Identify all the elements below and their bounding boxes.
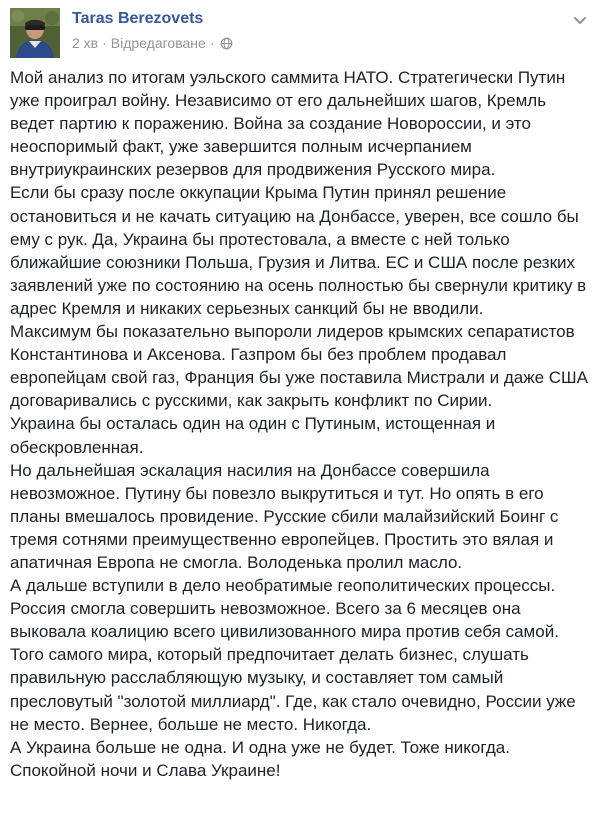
post-meta (72, 35, 233, 51)
post-text (10, 66, 594, 782)
post-paragraph: Мой анализ по итогам уэльского саммита НАТО. Стратегически Путин уже проиграл войну. Независимо от его дальнейших шагов, Кремль ведет партию к поражению. Война за создание Новороссии, и это неоспоримый факт, уже завершится полным исчерпанием внутриукраинских резервов для продвижения Русского мира. (10, 68, 566, 180)
post-paragraph: А Украина больше не одна. И одна уже не будет. Тоже никогда. (10, 737, 510, 757)
post-paragraph: Украина бы осталась один на один с Путиным, истощенная и обескровленная. (10, 414, 496, 457)
chevron-down-icon[interactable] (572, 12, 588, 28)
post-paragraph: Но дальнейшая эскалация насилия на Донбассе совершила невозможное. Путину бы повезло выкрутиться и тут. Но опять в его планы вмешалось провидение. Русские сбили малайзийский Боинг с тремя сотнями преимущественно европейцев. Простить это вялая и апатичная Европа не смогла. Володенька пролил масло. (10, 460, 559, 572)
meta-separator: · (102, 35, 107, 51)
avatar[interactable] (10, 8, 60, 58)
post-timestamp[interactable]: 2 хв (72, 35, 99, 51)
post-paragraph: Спокойной ночи и Слава Украине! (10, 760, 281, 780)
post-paragraph: А дальше вступили в дело необратимые геополитических процессы. Россия смогла совершить невозможное. Всего за 6 месяцев она выковала коалицию всего цивилизованного мира против себя самой. Того самого мира, который предпочитает делать бизнес, слушать правильную расслабляющую музыку, и составляет том самый пресловутый "золотой миллиард". Где, как стало очевидно, России уже не место. Вернее, больше не место. Никогда. (10, 576, 576, 734)
author-name[interactable]: Taras Berezovets (72, 10, 204, 27)
meta-separator-2: · (209, 35, 215, 51)
globe-icon[interactable] (220, 37, 233, 50)
edited-label[interactable]: Відредаговане (110, 35, 206, 51)
profile-photo (10, 8, 60, 58)
post-header (10, 6, 590, 62)
post-paragraph: Максимум бы показательно выпороли лидеров крымских сепаратистов Константинова и Аксенова. Газпром бы без проблем продавал европейцам свой газ, Франция бы уже поставила Мистрали и даже США договаривались с русскими, как закрыть конфликт по Сирии. (10, 322, 588, 411)
post-paragraph: Если бы сразу после оккупации Крыма Путин принял решение остановиться и не качать ситуацию на Донбассе, уверен, все сошло бы ему с рук. Да, Украина бы протестовала, а вместе с ней только ближайшие союзники Польша, Грузия и Литва. ЕС и США после резких заявлений уже по состоянию на осень полностью бы свернули критику в адрес Кремля и никаких серьезных санкций бы не вводили. (10, 183, 587, 318)
